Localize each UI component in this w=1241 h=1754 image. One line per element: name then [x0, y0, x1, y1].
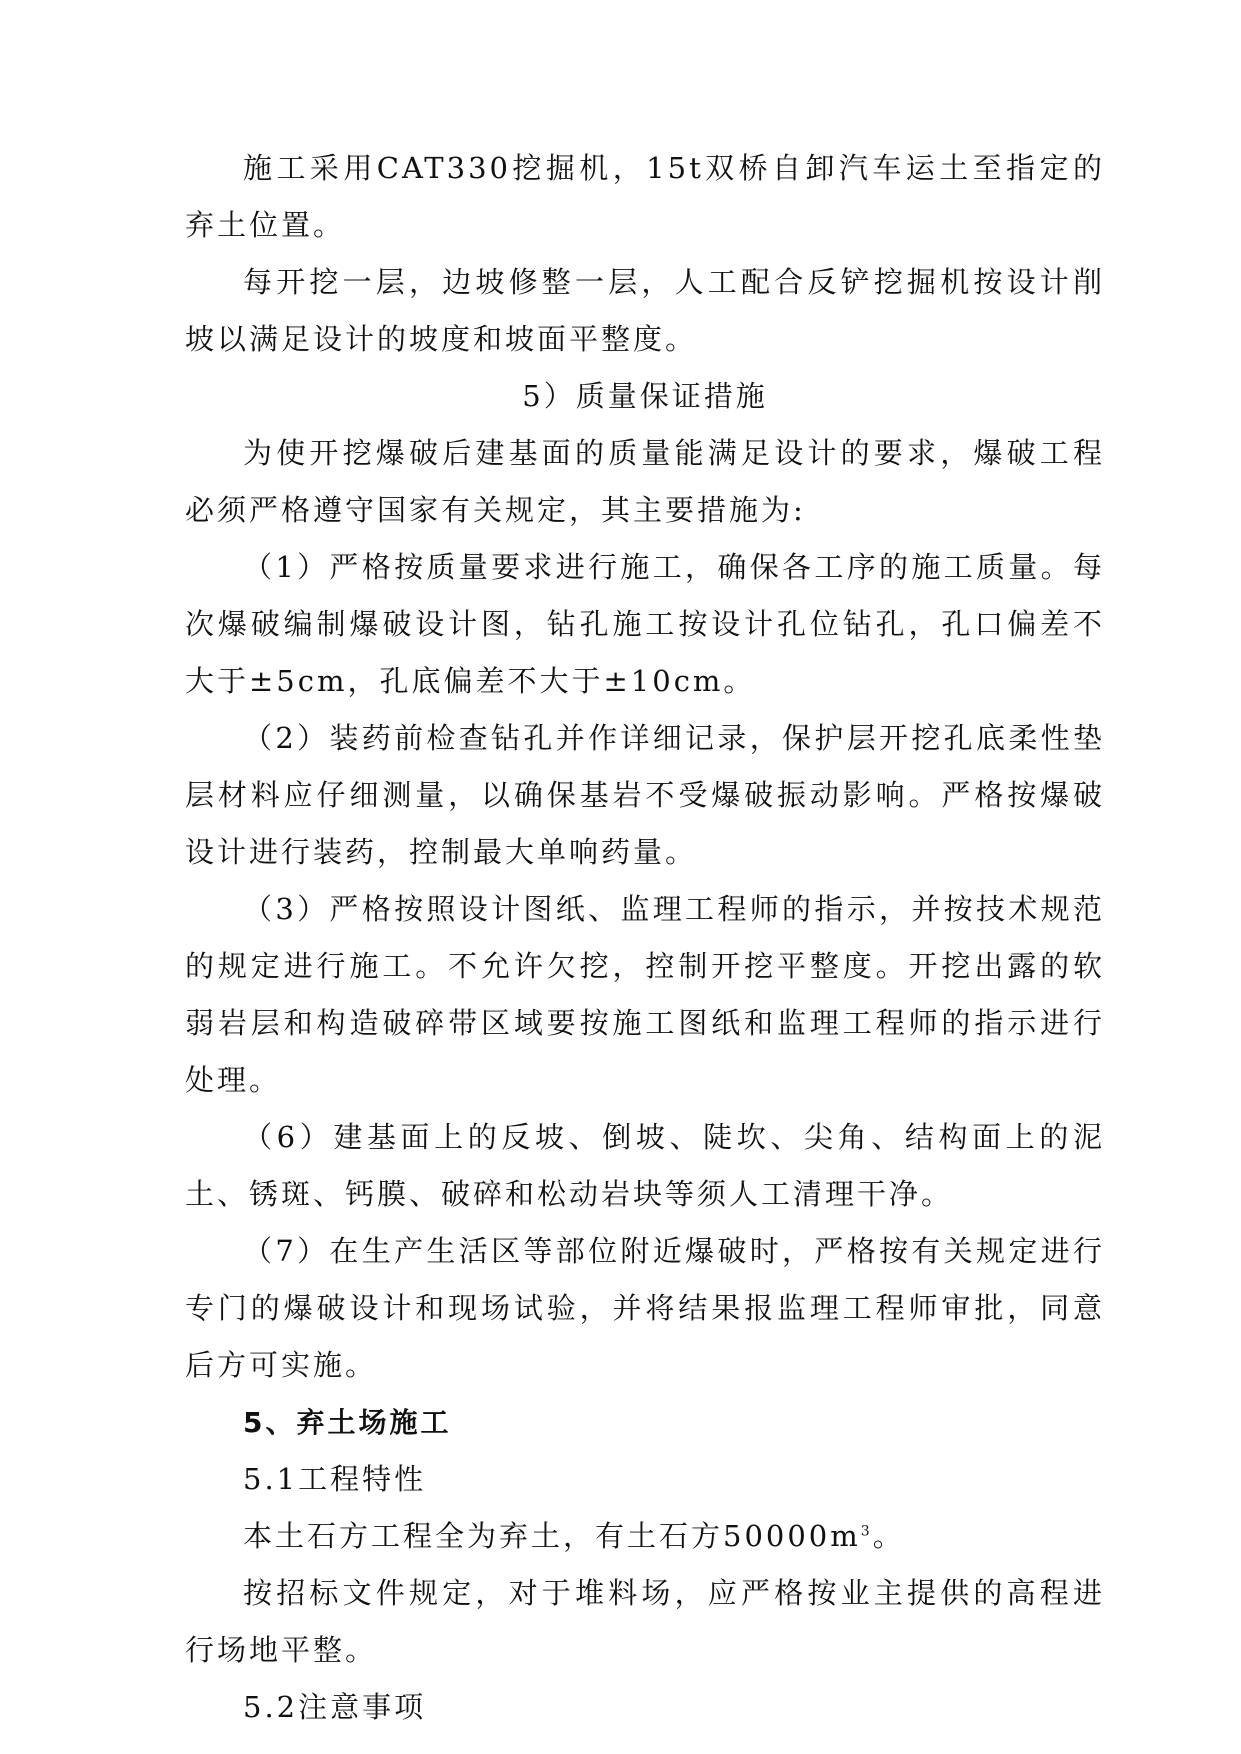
- paragraph-quality-intro: 为使开挖爆破后建基面的质量能满足设计的要求，爆破工程必须严格遵守国家有关规定，其主要措施为:: [185, 436, 1105, 527]
- document-body: [185, 140, 1105, 1736]
- paragraph-earthwork-volume: [185, 1508, 1105, 1565]
- earthwork-volume-end: 。: [872, 1519, 905, 1553]
- list-item-7: （7）在生产生活区等部位附近爆破时，严格按有关规定进行专门的爆破设计和现场试验，并将结果报监理工程师审批，同意后方可实施。: [185, 1234, 1105, 1382]
- subheading-5-2: 5.2注意事项: [243, 1690, 427, 1724]
- section-title-quality: 5）质量保证措施: [522, 379, 768, 413]
- list-item-6: （6）建基面上的反坡、倒坡、陡坎、尖角、结构面上的泥土、锈斑、钙膜、破碎和松动岩块等须人工清理干净。: [185, 1120, 1105, 1211]
- paragraph-excavator: 施工采用CAT330挖掘机，15t双桥自卸汽车运土至指定的弃土位置。: [185, 151, 1105, 242]
- paragraph-slope-trimming: 每开挖一层，边坡修整一层，人工配合反铲挖掘机按设计削坡以满足设计的坡度和坡面平整度。: [185, 265, 1105, 356]
- list-item-1: （1）严格按质量要求进行施工，确保各工序的施工质量。每次爆破编制爆破设计图，钻孔施工按设计孔位钻孔，孔口偏差不大于±5cm，孔底偏差不大于±10cm。: [185, 550, 1105, 698]
- list-item-3: （3）严格按照设计图纸、监理工程师的指示，并按技术规范的规定进行施工。不允许欠挖，控制开挖平整度。开挖出露的软弱岩层和构造破碎带区域要按施工图纸和监理工程师的指示进行处理。: [185, 892, 1105, 1097]
- subheading-5-1: 5.1工程特性: [243, 1462, 427, 1496]
- earthwork-volume-text: 本土石方工程全为弃土，有土石方50000m: [243, 1519, 861, 1553]
- cubic-superscript: 3: [860, 1523, 873, 1540]
- paragraph-site-leveling: 按招标文件规定，对于堆料场，应严格按业主提供的高程进行场地平整。: [185, 1576, 1105, 1667]
- list-item-2: （2）装药前检查钻孔并作详细记录，保护层开挖孔底柔性垫层材料应仔细测量，以确保基岩不受爆破振动影响。严格按爆破设计进行装药，控制最大单响药量。: [185, 721, 1105, 869]
- heading-spoil-ground: 5、弃土场施工: [243, 1406, 452, 1439]
